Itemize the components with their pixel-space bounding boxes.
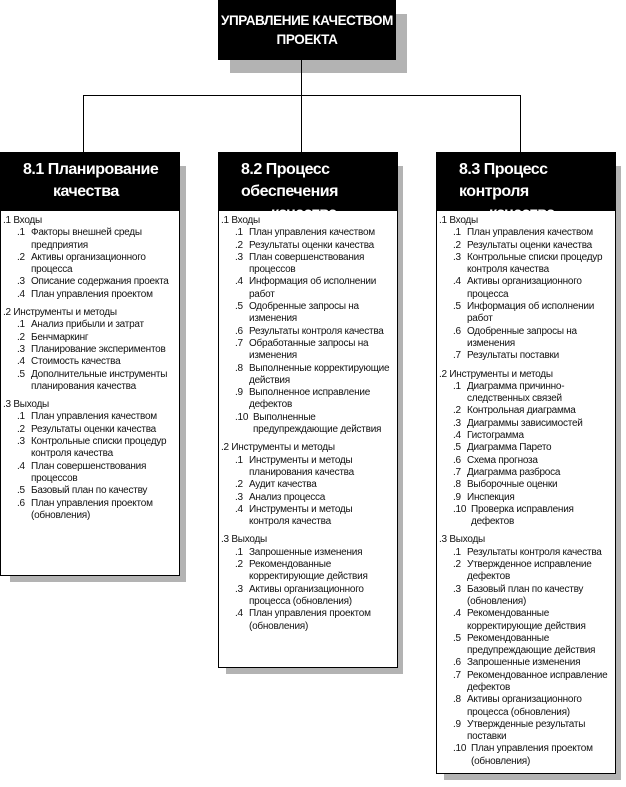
list-item xyxy=(439,455,613,467)
connector-column-2 xyxy=(301,95,302,152)
item-text: Активы организационного процесса (обновления) xyxy=(467,694,582,718)
item-text: План управления проектом (обновления) xyxy=(471,743,593,767)
item-number: .2 xyxy=(17,251,25,263)
item-number: .4 xyxy=(235,503,243,515)
item-number: .3 xyxy=(17,343,25,355)
list-item xyxy=(439,608,613,633)
item-text: Анализ процесса xyxy=(249,491,326,503)
item-number: .6 xyxy=(453,454,461,466)
item-number: .8 xyxy=(235,362,243,374)
section-label: .3 Выходы xyxy=(221,534,267,546)
root-title-line-2: ПРОЕКТА xyxy=(276,32,338,47)
column-title-line-1: 8.1 Планирование xyxy=(23,161,159,178)
list-item xyxy=(439,430,613,442)
column-body xyxy=(437,211,615,780)
list-item xyxy=(439,547,613,559)
item-text: Схема прогноза xyxy=(467,454,538,466)
item-text: Контрольные списки процедур контроля качества xyxy=(467,251,603,276)
list-item xyxy=(439,694,613,719)
list-item xyxy=(3,498,177,523)
item-text: Запрошенные изменения xyxy=(249,546,363,558)
item-number: .10 xyxy=(235,411,249,423)
item-number: .5 xyxy=(453,442,461,454)
item-text: План управления проектом xyxy=(31,288,153,300)
list-item xyxy=(439,479,613,491)
item-text: Контрольная диаграмма xyxy=(467,405,576,417)
item-number: .6 xyxy=(453,325,461,337)
list-item xyxy=(439,381,613,406)
list-item xyxy=(439,442,613,454)
item-text: Результаты оценки качества xyxy=(467,239,592,251)
column-body xyxy=(219,211,397,645)
item-text: Активы организационного процесса xyxy=(31,251,146,276)
item-number: .8 xyxy=(453,479,461,491)
item-text: Диаграмма причинно-следственных связей xyxy=(467,380,565,405)
item-number: .2 xyxy=(17,423,25,435)
section-label: .1 Входы xyxy=(221,215,260,226)
item-number: .5 xyxy=(453,301,461,313)
item-text: Результаты поставки xyxy=(467,350,559,362)
item-text: План управления проектом (обновления) xyxy=(31,497,153,521)
list-item xyxy=(221,608,395,633)
item-text: Выполненные предупреждающие действия xyxy=(253,411,382,436)
item-number: .1 xyxy=(453,380,461,392)
list-item xyxy=(3,424,177,436)
item-text: Рекомендованные корректирующие действия xyxy=(249,559,368,583)
column-quality-control xyxy=(436,152,616,774)
connector-horizontal xyxy=(83,95,521,96)
list-item xyxy=(439,719,613,744)
item-number: .4 xyxy=(17,288,25,300)
list-item xyxy=(3,344,177,356)
section xyxy=(3,307,177,393)
item-text: Диаграмма разброса xyxy=(467,466,561,478)
list-item xyxy=(439,670,613,695)
list-item xyxy=(439,227,613,239)
section-label: .3 Выходы xyxy=(3,399,49,411)
item-text: Активы организационного процесса xyxy=(467,276,582,300)
item-text: План совершенствования процессов xyxy=(249,251,365,276)
item-text: Факторы внешней среды предприятия xyxy=(31,227,142,251)
item-number: .3 xyxy=(235,583,243,595)
section-label: .2 Инструменты и методы xyxy=(439,368,553,380)
list-item xyxy=(221,492,395,504)
item-text: Выполненное исправление дефектов xyxy=(249,387,371,411)
item-text: Информация об исполнении работ xyxy=(249,276,377,300)
list-item xyxy=(3,436,177,461)
item-number: .9 xyxy=(235,387,243,399)
item-number: .3 xyxy=(453,251,461,263)
list-item xyxy=(439,350,613,362)
item-number: .1 xyxy=(17,411,25,423)
list-item xyxy=(221,252,395,277)
item-text: План управления качеством xyxy=(467,227,593,239)
column-title-line-2: качества xyxy=(271,205,337,222)
list-item xyxy=(221,412,395,437)
item-number: .10 xyxy=(453,743,467,755)
list-item xyxy=(439,418,613,430)
column-title-line-1: 8.3 Процесс контроля xyxy=(459,161,548,200)
item-text: План совершенствования процессов xyxy=(31,460,147,484)
item-text: Описание содержания проекта xyxy=(31,276,169,288)
list-item xyxy=(439,633,613,658)
item-text: Диаграмма Парето xyxy=(467,442,552,454)
list-item xyxy=(3,319,177,331)
item-number: .4 xyxy=(235,608,243,620)
column-title-line-2: качества xyxy=(489,205,555,222)
item-text: Одобренные запросы на изменения xyxy=(249,301,359,325)
list-item xyxy=(3,485,177,497)
item-text: Рекомендованные корректирующие действия xyxy=(467,608,586,632)
item-text: Выборочные оценки xyxy=(467,479,558,491)
item-number: .7 xyxy=(453,466,461,478)
list-item xyxy=(221,387,395,412)
section xyxy=(221,534,395,632)
item-number: .2 xyxy=(453,405,461,417)
section-label: .2 Инструменты и методы xyxy=(3,307,117,319)
item-number: .1 xyxy=(17,227,25,239)
item-number: .4 xyxy=(235,276,243,288)
item-number: .1 xyxy=(235,546,243,558)
section xyxy=(3,215,177,301)
list-item xyxy=(439,504,613,529)
item-text: Проверка исправления дефектов xyxy=(471,503,574,528)
item-text: Обработанные запросы на изменения xyxy=(249,337,369,362)
list-item xyxy=(439,405,613,417)
list-item xyxy=(221,326,395,338)
item-number: .4 xyxy=(453,608,461,620)
section xyxy=(439,215,613,363)
item-number: .3 xyxy=(17,276,25,288)
item-text: Утвержденные результаты поставки xyxy=(467,718,586,743)
item-number: .1 xyxy=(235,227,243,239)
section-label: .1 Входы xyxy=(439,215,478,226)
list-item xyxy=(439,584,613,609)
section-label: .1 Входы xyxy=(3,215,42,226)
column-quality-assurance xyxy=(218,152,398,668)
list-item xyxy=(3,356,177,368)
item-number: .4 xyxy=(17,460,25,472)
item-number: .6 xyxy=(17,497,25,509)
connector-trunk xyxy=(301,60,302,96)
item-number: .5 xyxy=(235,301,243,313)
list-item xyxy=(3,332,177,344)
item-text: Запрошенные изменения xyxy=(467,657,581,669)
list-item xyxy=(221,301,395,326)
list-item xyxy=(439,252,613,277)
item-text: Активы организационного процесса (обновления) xyxy=(249,583,364,607)
item-number: .2 xyxy=(453,559,461,571)
item-number: .5 xyxy=(17,368,25,380)
section-label: .3 Выходы xyxy=(439,534,485,546)
item-number: .9 xyxy=(453,718,461,730)
item-number: .2 xyxy=(453,239,461,251)
item-text: Аудит качества xyxy=(249,479,317,491)
item-text: Дополнительные инструменты планирования качества xyxy=(31,368,168,392)
item-text: Рекомендованное исправление дефектов xyxy=(467,669,608,693)
item-text: Инструменты и методы контроля качества xyxy=(249,503,353,528)
list-item xyxy=(221,559,395,584)
list-item xyxy=(221,584,395,609)
root-title-box xyxy=(218,0,396,60)
list-item xyxy=(439,301,613,326)
item-number: .3 xyxy=(235,251,243,263)
item-text: Утвержденное исправление дефектов xyxy=(467,559,592,583)
list-item xyxy=(439,743,613,768)
list-item xyxy=(439,276,613,301)
connector-column-3 xyxy=(520,95,521,152)
list-item xyxy=(3,289,177,301)
item-text: Информация об исполнении работ xyxy=(467,301,595,325)
item-number: .2 xyxy=(17,331,25,343)
item-number: .6 xyxy=(235,325,243,337)
item-number: .1 xyxy=(235,454,243,466)
item-number: .4 xyxy=(453,276,461,288)
item-number: .5 xyxy=(17,485,25,497)
item-number: .2 xyxy=(235,239,243,251)
list-item xyxy=(221,338,395,363)
column-header xyxy=(1,153,179,211)
item-text: Рекомендованные предупреждающие действия xyxy=(467,632,596,657)
item-text: Одобренные запросы на изменения xyxy=(467,325,577,349)
item-text: План управления качеством xyxy=(31,411,157,423)
item-number: .3 xyxy=(17,436,25,448)
item-text: Гистограмма xyxy=(467,430,524,442)
column-title-line-1: 8.2 Процесс обеспечения xyxy=(241,161,338,200)
item-text: Инспекция xyxy=(467,491,515,503)
list-item xyxy=(439,467,613,479)
item-number: .4 xyxy=(453,430,461,442)
list-item xyxy=(3,227,177,252)
root-title-line-1: УПРАВЛЕНИЕ КАЧЕСТВОМ xyxy=(220,13,394,28)
item-text: Результаты оценки качества xyxy=(249,239,374,251)
item-text: Результаты контроля качества xyxy=(249,325,384,337)
item-text: Результаты контроля качества xyxy=(467,546,602,558)
item-number: .4 xyxy=(17,356,25,368)
item-number: .2 xyxy=(235,559,243,571)
item-number: .1 xyxy=(453,227,461,239)
list-item xyxy=(221,504,395,529)
column-body xyxy=(1,211,179,534)
list-item xyxy=(221,363,395,388)
list-item xyxy=(3,411,177,423)
item-text: Планирование экспериментов xyxy=(31,343,166,355)
item-number: .7 xyxy=(235,337,243,349)
section-label: .2 Инструменты и методы xyxy=(221,442,335,454)
list-item xyxy=(221,547,395,559)
item-number: .8 xyxy=(453,694,461,706)
list-item xyxy=(221,240,395,252)
item-number: .9 xyxy=(453,491,461,503)
list-item xyxy=(3,252,177,277)
list-item xyxy=(439,326,613,351)
item-number: .7 xyxy=(453,350,461,362)
list-item xyxy=(439,657,613,669)
list-item xyxy=(221,455,395,480)
list-item xyxy=(221,276,395,301)
section xyxy=(439,534,613,768)
item-number: .6 xyxy=(453,657,461,669)
list-item xyxy=(221,479,395,491)
connector-column-1 xyxy=(83,95,84,152)
list-item xyxy=(3,369,177,394)
list-item xyxy=(439,492,613,504)
list-item xyxy=(3,276,177,288)
section xyxy=(3,399,177,522)
item-number: .7 xyxy=(453,669,461,681)
item-number: .3 xyxy=(235,491,243,503)
item-number: .1 xyxy=(453,546,461,558)
item-number: .5 xyxy=(453,632,461,644)
section xyxy=(221,215,395,436)
item-text: Стоимость качества xyxy=(31,356,121,368)
item-number: .10 xyxy=(453,503,467,515)
item-text: Бенчмаркинг xyxy=(31,331,89,343)
item-text: Результаты оценки качества xyxy=(31,423,156,435)
list-item xyxy=(3,461,177,486)
item-number: .3 xyxy=(453,583,461,595)
item-text: План управления качеством xyxy=(249,227,375,239)
item-text: Выполненные корректирующие действия xyxy=(249,362,390,386)
section xyxy=(439,369,613,529)
item-text: Инструменты и методы планирования качества xyxy=(249,454,354,478)
list-item xyxy=(439,559,613,584)
section xyxy=(221,442,395,528)
list-item xyxy=(439,240,613,252)
item-number: .1 xyxy=(17,319,25,331)
column-quality-planning xyxy=(0,152,180,576)
column-title-line-2: качества xyxy=(53,183,119,200)
item-number: .3 xyxy=(453,417,461,429)
item-text: Базовый план по качеству (обновления) xyxy=(467,583,584,607)
item-number: .2 xyxy=(235,479,243,491)
item-text: Базовый план по качеству xyxy=(31,485,148,497)
item-text: Контрольные списки процедур контроля качества xyxy=(31,436,167,460)
list-item xyxy=(221,227,395,239)
item-text: План управления проектом (обновления) xyxy=(249,608,371,632)
item-text: Анализ прибыли и затрат xyxy=(31,319,144,331)
item-text: Диаграммы зависимостей xyxy=(467,417,583,429)
